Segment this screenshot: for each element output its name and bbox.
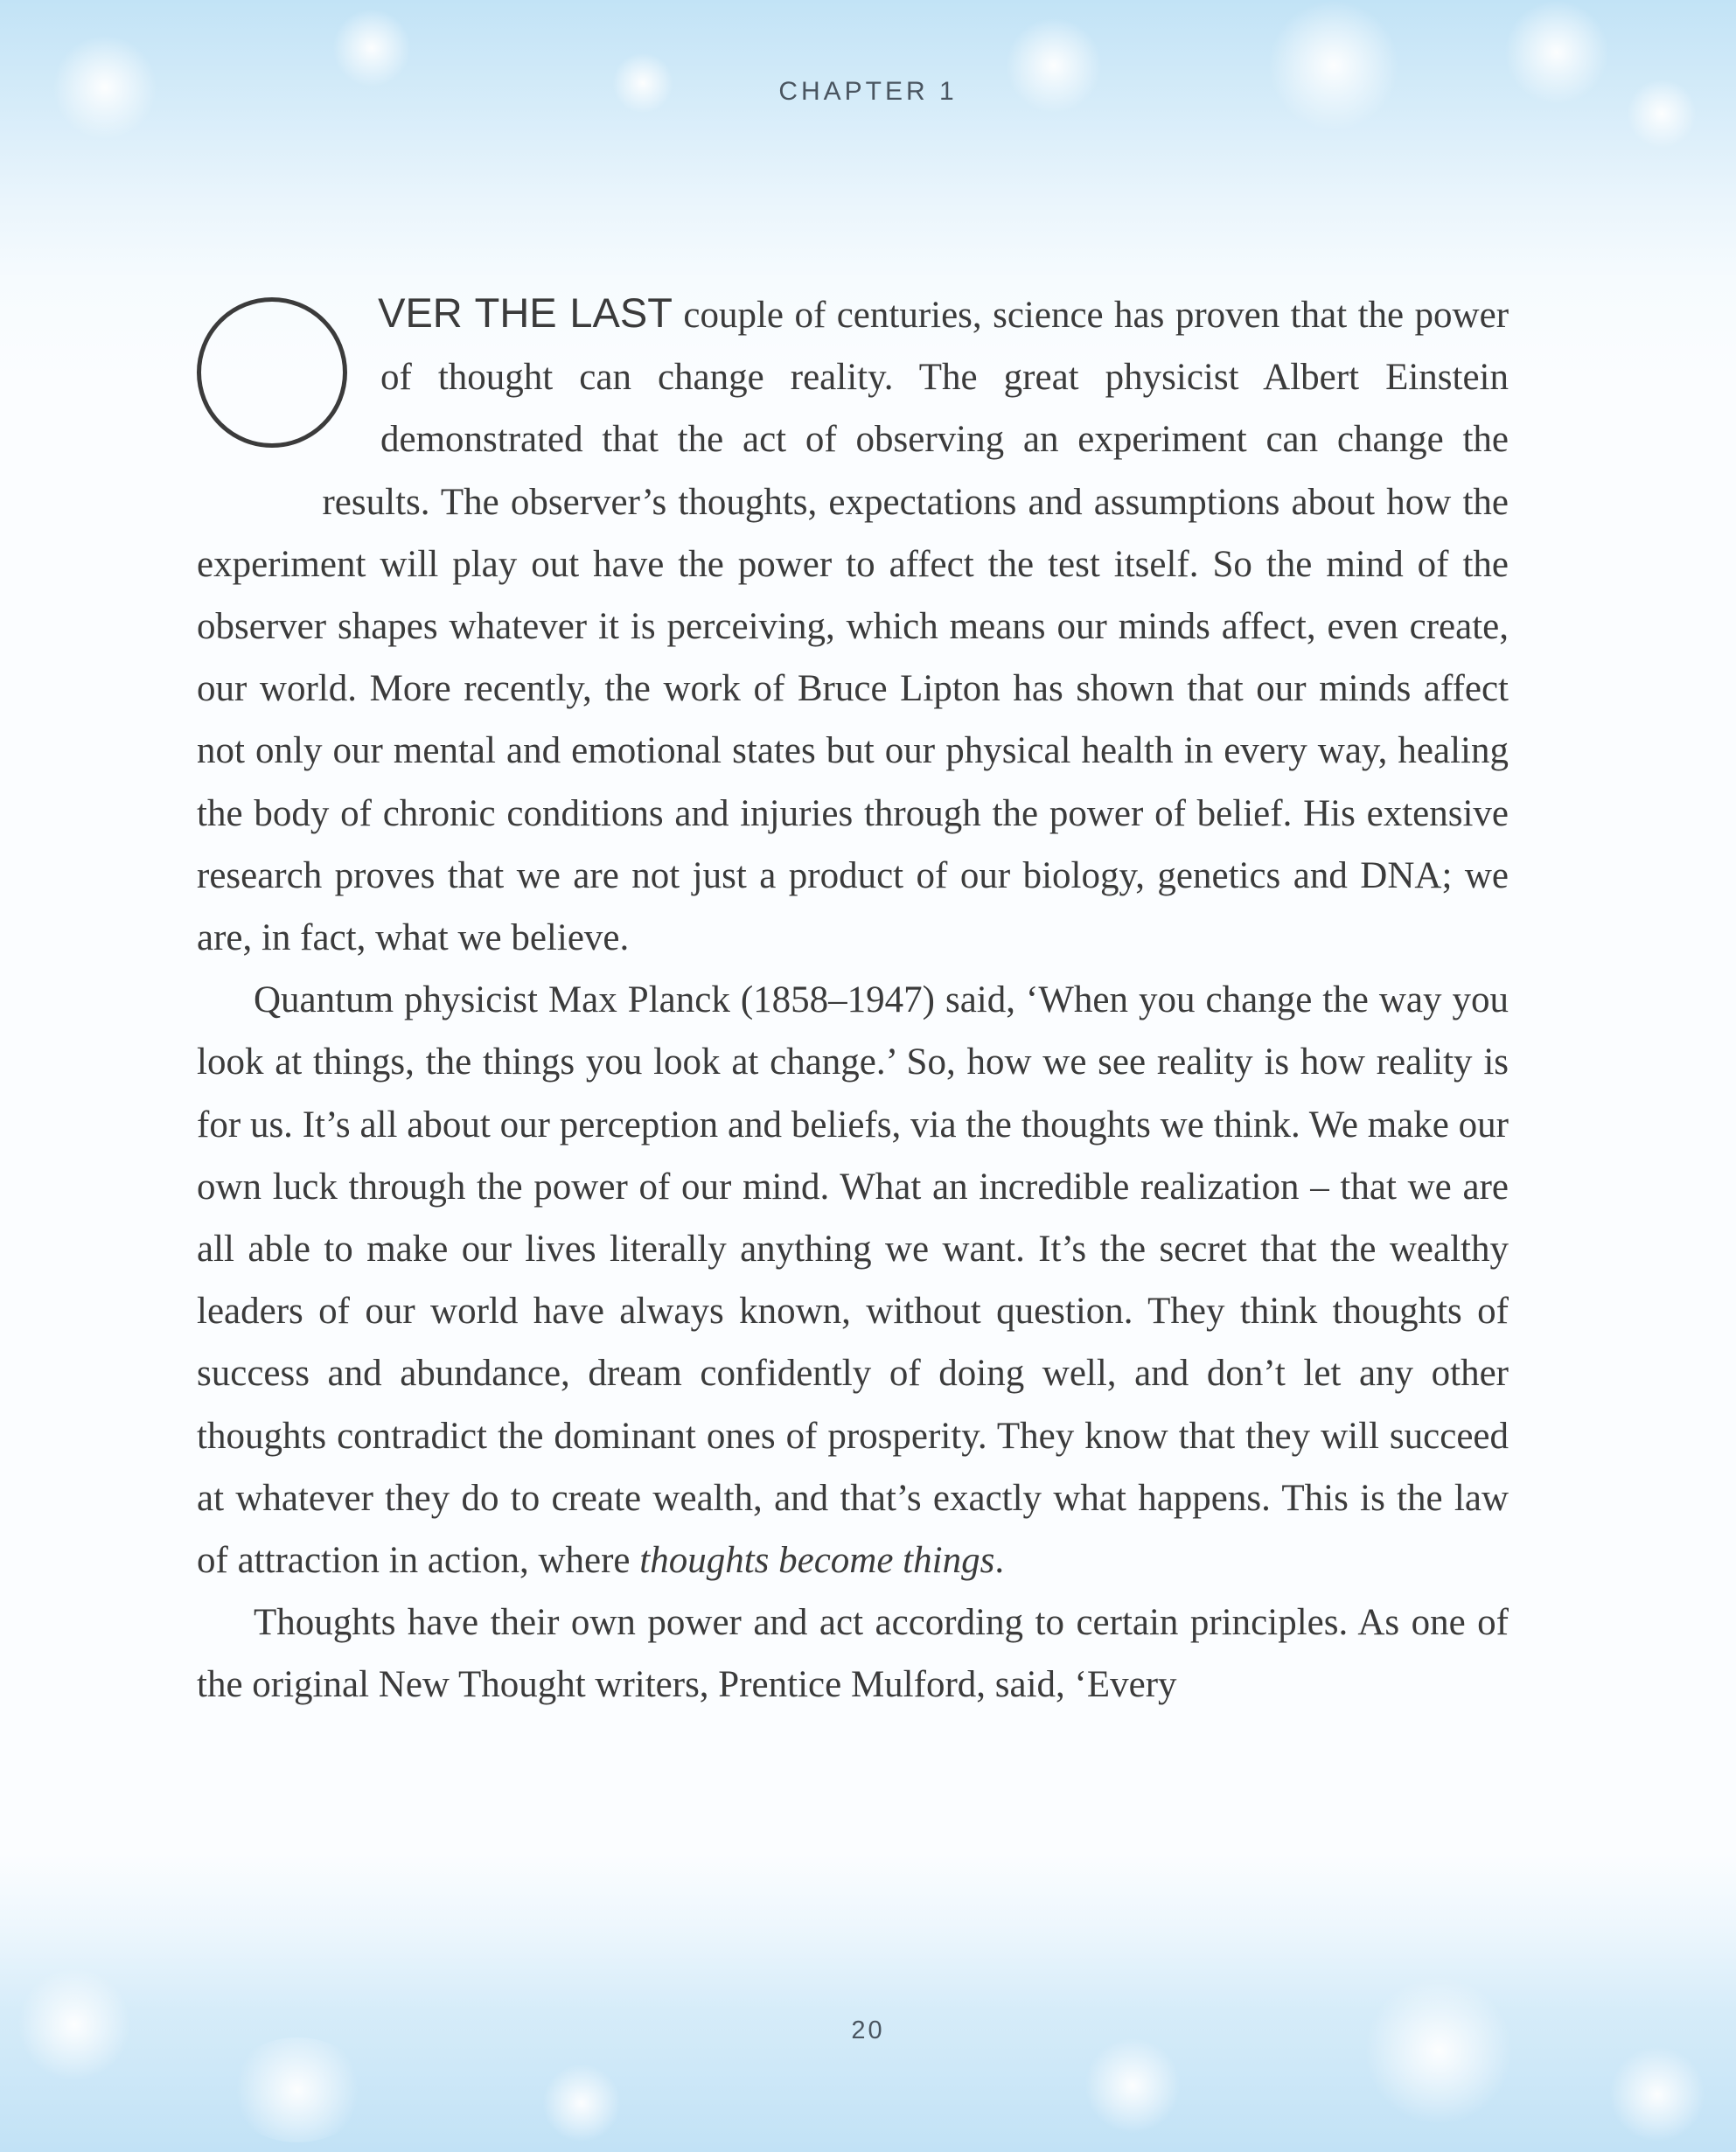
- paragraph-2: [197, 969, 1509, 1591]
- paragraph-1: [197, 282, 1509, 969]
- sparkle-decoration: [227, 2037, 367, 2142]
- paragraph-2-text: Quantum physicist Max Planck (1858–1947) said, ‘When you change the way you look at things, the things you look at change.’ So, how we see reality is how reality is for us. It’s all about our perception and beliefs, via the thoughts we think. We make our own luck through the power of our mind. What an incredible realization – that we are all able to make our lives literally anything we want. It’s the secret that the wealthy leaders of our world have always known, without question. They think thoughts of success and abundance, dream confidently of doing well, and don’t let any other thoughts contradict the dominant ones of prosperity. They know that they will succeed at whatever they do to create wealth, and that’s exactly what happens. This is the law of attraction in action, where: [197, 979, 1509, 1582]
- running-head: CHAPTER 1: [778, 77, 958, 106]
- lead-in-caps: VER THE LAST: [378, 289, 673, 336]
- page-number: 20: [851, 2016, 885, 2044]
- sparkle-decoration: [1609, 2046, 1705, 2142]
- paragraph-3: [197, 1591, 1509, 1716]
- emphasis-text: thoughts become things: [639, 1540, 995, 1582]
- paragraph-1-text: couple of centuries, science has proven that the power of thought can change reality. The great physicist Albert Einstein demonstrated that the act of observing an experiment can change the results. The observer’s thoughts, expectations and assumptions about how the experiment will play out have the power to affect the test itself. So the mind of the observer shapes whatever it is perceiving, which means our minds affect, even create, our world. More recently, the work of Bruce Lipton has shown that our minds affect not only our mental and emotional states but our physical health in every way, healing the body of chronic conditions and injuries through the power of belief. His extensive research proves that we are not just a product of our biology, genetics and DNA; we are, in fact, what we believe.: [197, 295, 1509, 959]
- drop-cap-letter-o: [197, 297, 347, 448]
- paragraph-3-text: Thoughts have their own power and act according to certain principles. As one of the original New Thought writers, Prentice Mulford, said, ‘Every: [197, 1602, 1509, 1706]
- drop-cap: [197, 297, 372, 481]
- sparkle-decoration: [332, 9, 411, 87]
- sparkle-decoration: [1268, 0, 1399, 131]
- body-text: [197, 282, 1509, 1717]
- sparkle-decoration: [1084, 2037, 1181, 2134]
- sparkle-decoration: [542, 2064, 621, 2142]
- sparkle-decoration: [1364, 1976, 1513, 2125]
- paragraph-2-end: .: [994, 1540, 1005, 1582]
